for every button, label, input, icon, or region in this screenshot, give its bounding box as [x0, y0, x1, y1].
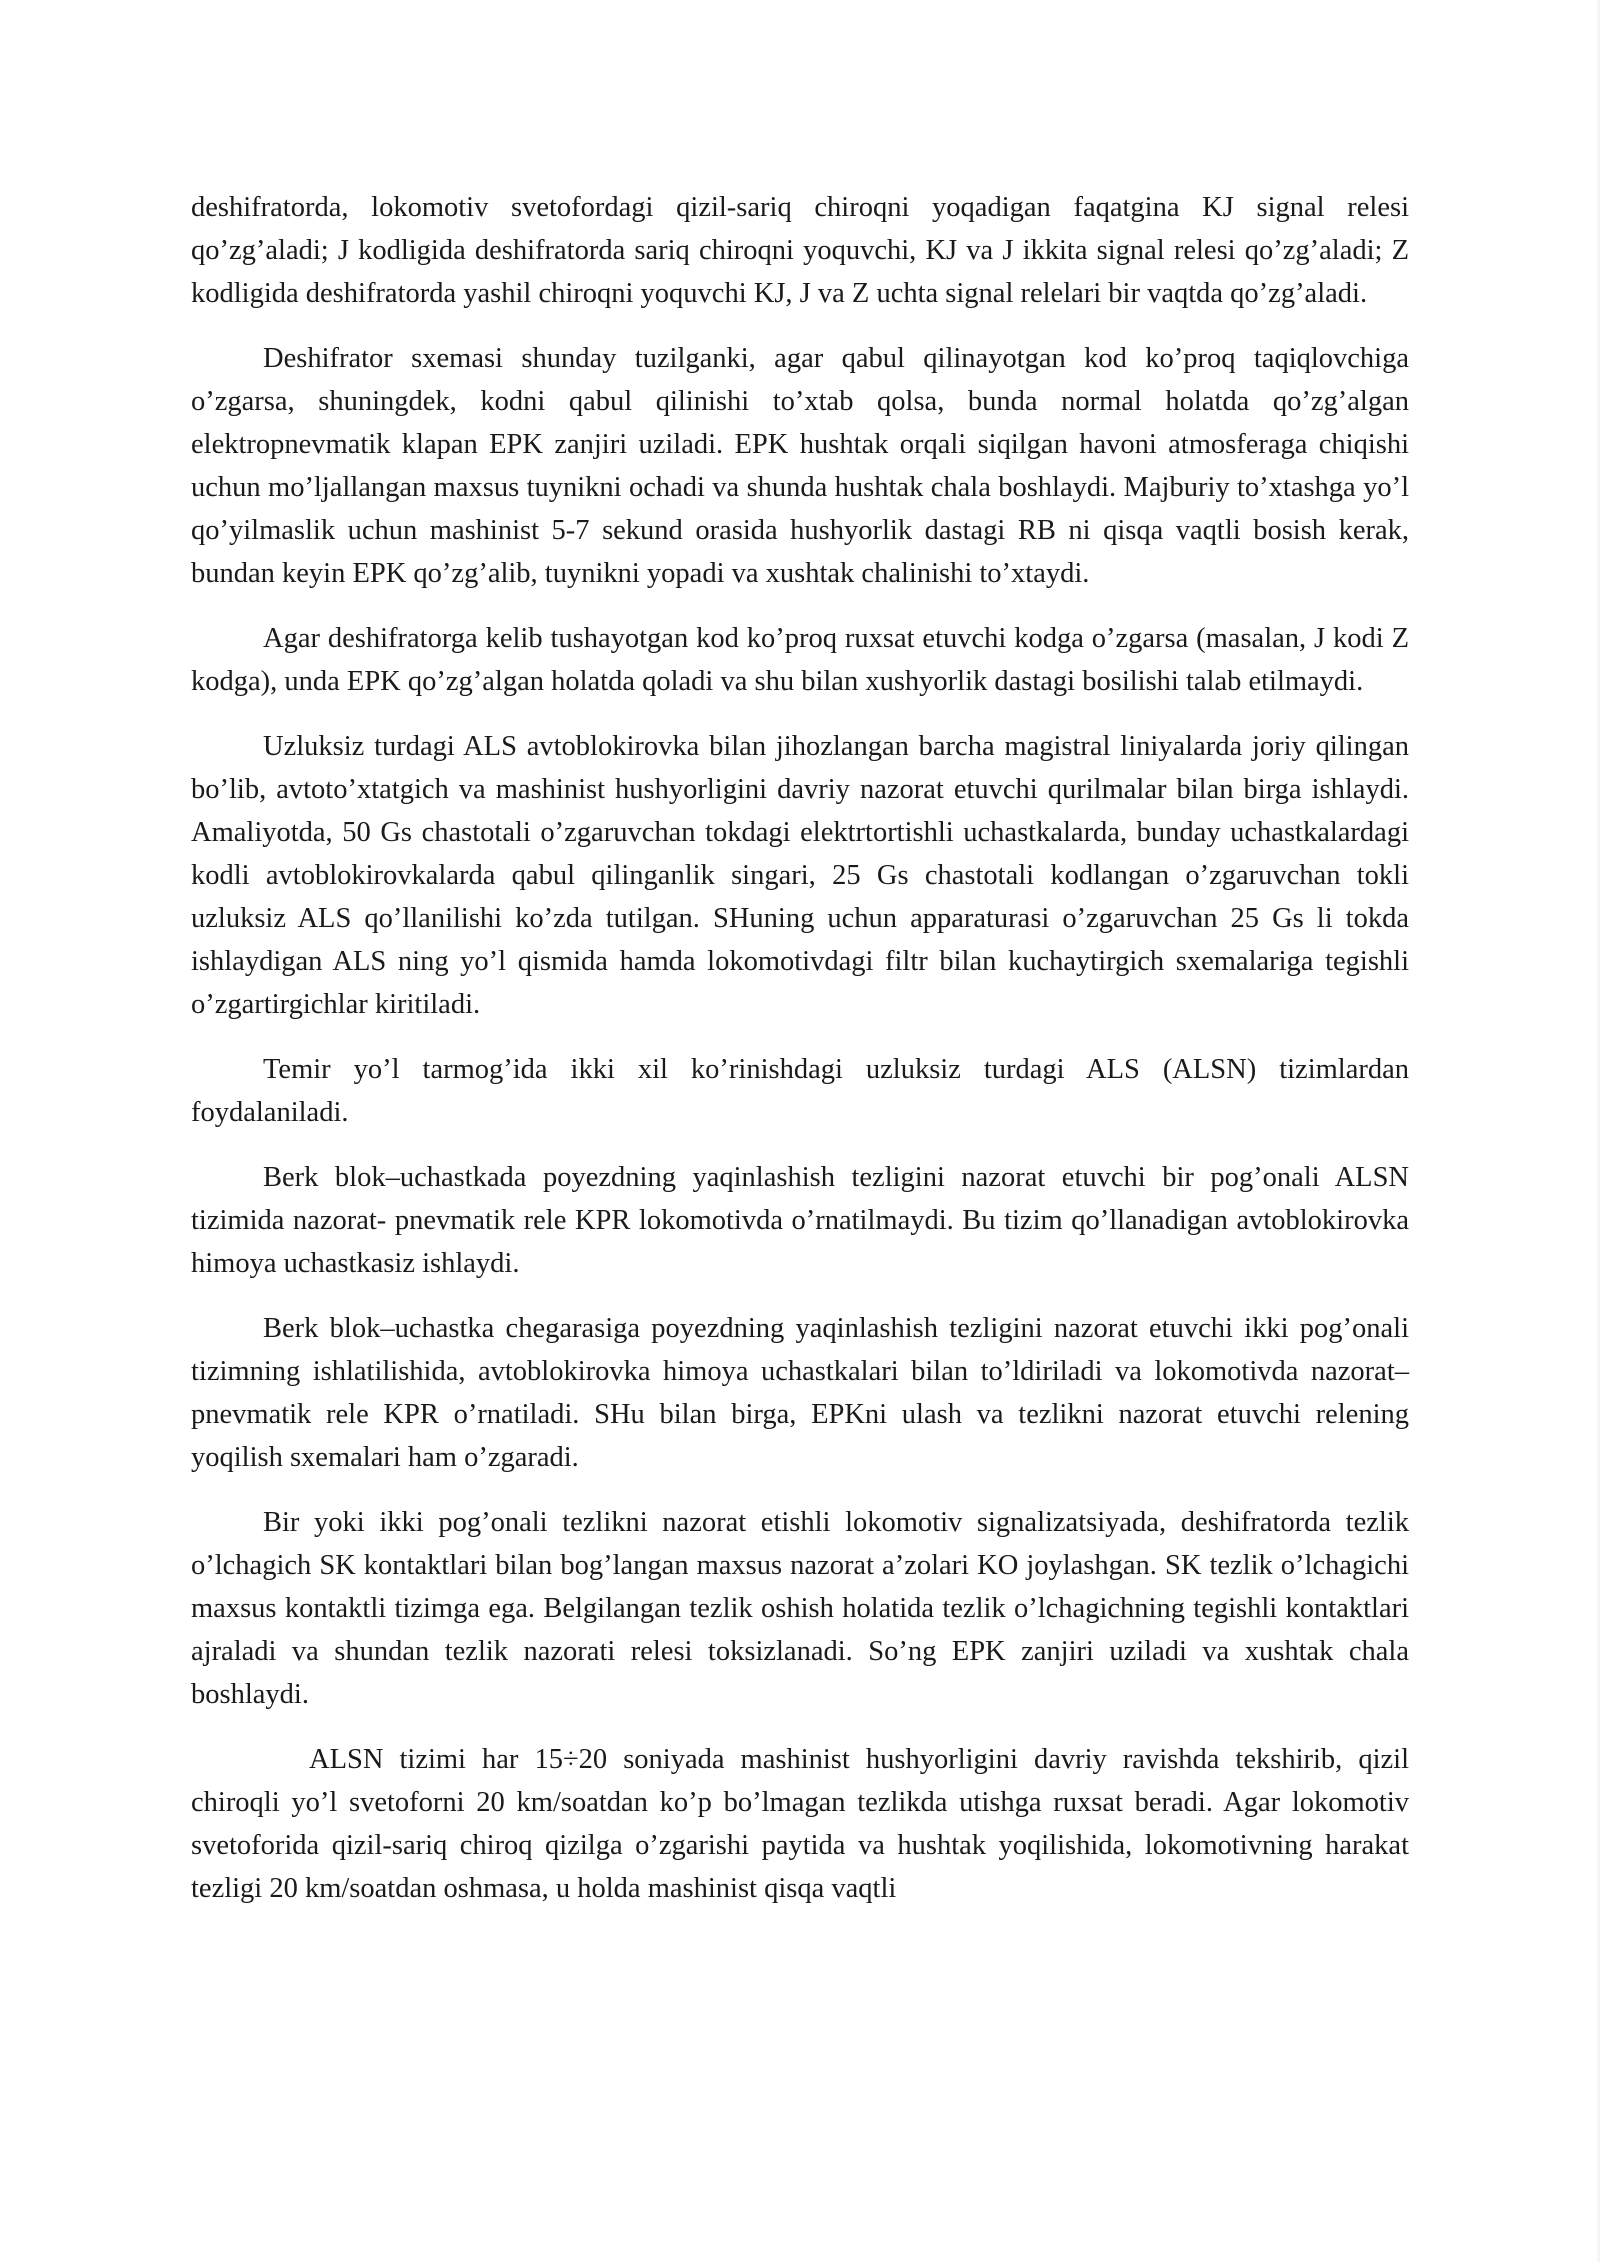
paragraph-8: Bir yoki ikki pog’onali tezlikni nazorat etishli lokomotiv signalizatsiyada, deshifratorda tezlik o’lchagich SK kontaktlari bilan bog’langan maxsus nazorat a’zolari KO joylashgan. SK tezlik o’lchagichi maxsus kontaktli tizimga ega. Belgilangan tezlik oshish holatida tezlik o’lchagichning tegishli kontaktlari ajraladi va shundan tezlik nazorati relesi toksizlanadi. So’ng EPK zanjiri uziladi va xushtak chala boshlaydi.: [191, 1507, 1409, 1710]
page-edge-shadow: [1596, 0, 1600, 2262]
paragraph-5: Temir yo’l tarmog’ida ikki xil ko’rinishdagi uzluksiz turdagi ALS (ALSN) tizimlardan foydalaniladi.: [191, 1054, 1409, 1128]
paragraph-9: ALSN tizimi har 15÷20 soniyada mashinist hushyorligini davriy ravishda tekshirib, qizil chiroqli yo’l svetoforni 20 km/soatdan ko’p bo’lmagan tezlikda utishga ruxsat beradi. Agar lokomotiv svetoforida qizil-sariq chiroq qizilga o’zgarishi paytida va hushtak yoqilishida, lokomotivning harakat tezligi 20 km/soatdan oshmasa, u holda mashinist qisqa vaqtli: [191, 1744, 1409, 1904]
paragraph-2: Deshifrator sxemasi shunday tuzilganki, agar qabul qilinayotgan kod ko’proq taqiqlovchiga o’zgarsa, shuningdek, kodni qabul qilinishi to’xtab qolsa, bunda normal holatda qo’zg’algan elektropnevmatik klapan EPK zanjiri uziladi. EPK hushtak orqali siqilgan havoni atmosferaga chiqishi uchun mo’ljallangan maxsus tuynikni ochadi va shunda hushtak chala boshlaydi. Majburiy to’xtashga yo’l qo’yilmaslik uchun mashinist 5-7 sekund orasida hushyorlik dastagi RB ni qisqa vaqtli bosish kerak, bundan keyin EPK qo’zg’alib, tuynikni yopadi va xushtak chalinishi to’xtaydi.: [191, 343, 1409, 589]
paragraph-7: Berk blok–uchastka chegarasiga poyezdning yaqinlashish tezligini nazorat etuvchi ikki pog’onali tizimning ishlatilishida, avtoblokirovka himoya uchastkalari bilan to’ldiriladi va lokomotivda nazorat–pnevmatik rele KPR o’rnatiladi. SHu bilan birga, EPKni ulash va tezlikni nazorat etuvchi relening yoqilish sxemalari ham o’zgaradi.: [191, 1313, 1409, 1473]
paragraph-3: Agar deshifratorga kelib tushayotgan kod ko’proq ruxsat etuvchi kodga o’zgarsa (masalan, J kodi Z kodga), unda EPK qo’zg’algan holatda qoladi va shu bilan xushyorlik dastagi bosilishi talab etilmaydi.: [191, 623, 1409, 697]
paragraph-1: deshifratorda, lokomotiv svetofordagi qizil-sariq chiroqni yoqadigan faqatgina KJ signal relesi qo’zg’aladi; J kodligida deshifratorda sariq chiroqni yoquvchi, KJ va J ikkita signal relesi qo’zg’aladi; Z kodligida deshifratorda yashil chiroqni yoquvchi KJ, J va Z uchta signal relelari bir vaqtda qo’zg’aladi.: [191, 192, 1409, 309]
paragraph-4: Uzluksiz turdagi ALS avtoblokirovka bilan jihozlangan barcha magistral liniyalarda joriy qilingan bo’lib, avtoto’xtatgich va mashinist hushyorligini davriy nazorat etuvchi qurilmalar bilan birga ishlaydi. Amaliyotda, 50 Gs chastotali o’zgaruvchan tokdagi elektrtortishli uchastkalarda, bunday uchastkalardagi kodli avtoblokirovkalarda qabul qilinganlik singari, 25 Gs chastotali kodlangan o’zgaruvchan tokli uzluksiz ALS qo’llanilishi ko’zda tutilgan. SHuning uchun apparaturasi o’zgaruvchan 25 Gs li tokda ishlaydigan ALS ning yo’l qismida hamda lokomotivdagi filtr bilan kuchaytirgich sxemalariga tegishli o’zgartirgichlar kiritiladi.: [191, 731, 1409, 1020]
paragraph-6: Berk blok–uchastkada poyezdning yaqinlashish tezligini nazorat etuvchi bir pog’onali ALSN tizimida nazorat- pnevmatik rele KPR lokomotivda o’rnatilmaydi. Bu tizim qo’llanadigan avtoblokirovka himoya uchastkasiz ishlaydi.: [191, 1162, 1409, 1279]
document-page: [191, 186, 1409, 1932]
